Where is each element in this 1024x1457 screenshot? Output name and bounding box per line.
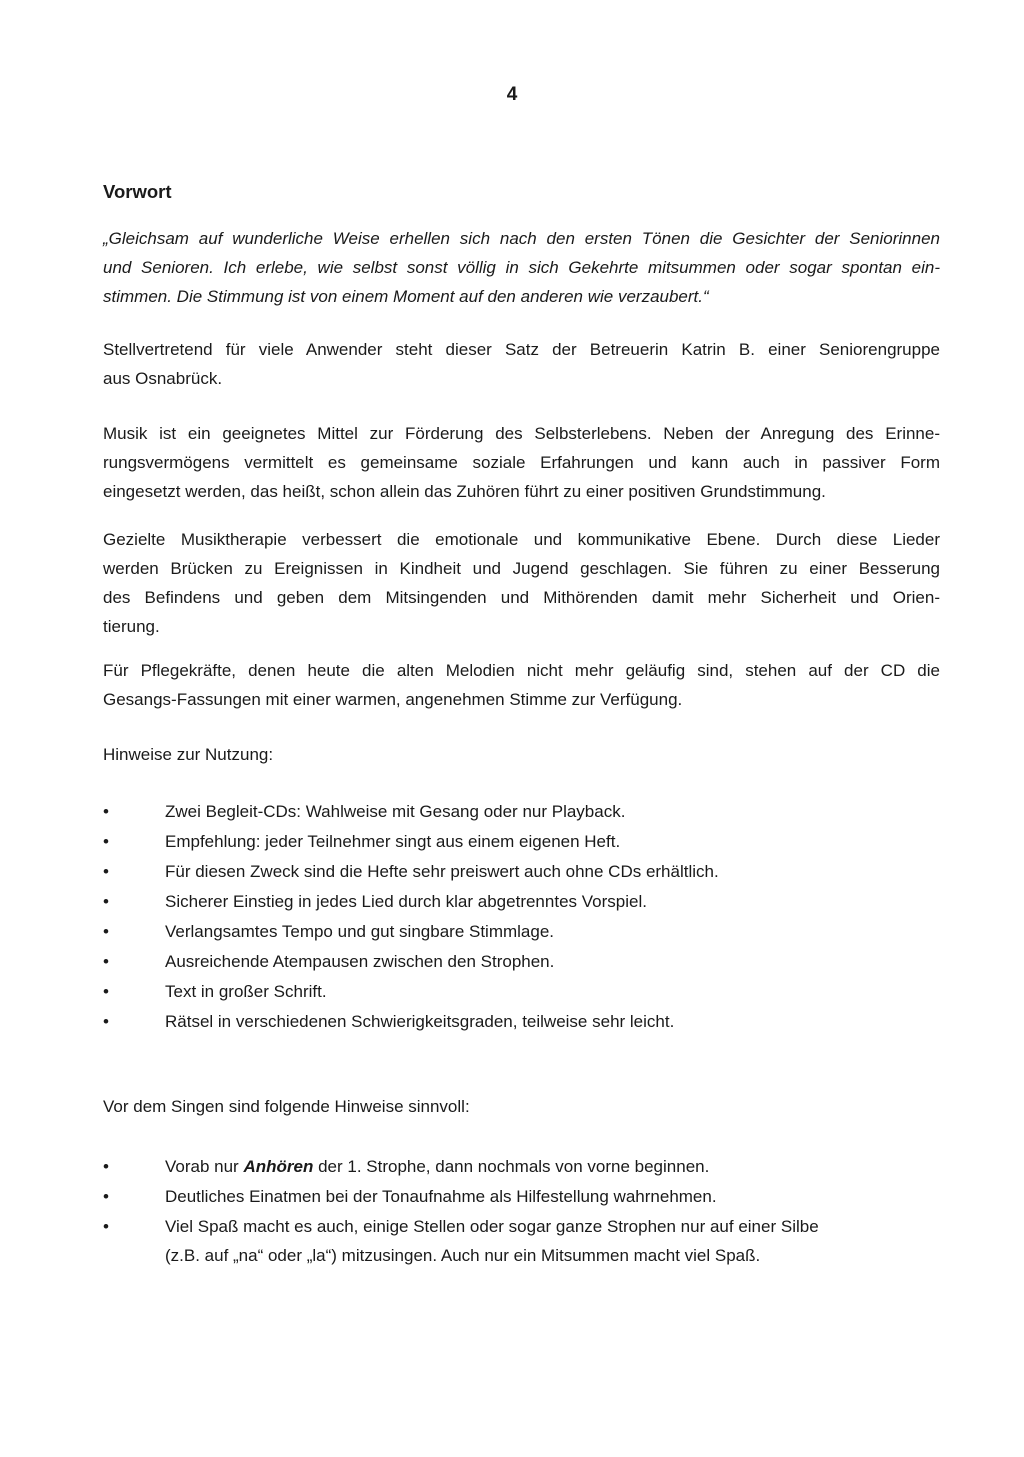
list-item	[103, 977, 940, 1006]
list-item-text-prefix: Vorab nur	[165, 1157, 244, 1176]
list-item	[103, 797, 940, 826]
list-item-text: Text in großer Schrift.	[165, 982, 327, 1001]
list-item-text: Empfehlung: jeder Teilnehmer singt aus einem eigenen Heft.	[165, 832, 621, 851]
quote-line: und Senioren. Ich erlebe, wie selbst sonst völlig in sich Gekehrte mitsummen oder sogar spontan ein-	[103, 258, 940, 277]
usage-bullet-list	[103, 797, 940, 1036]
list-item	[103, 1152, 940, 1181]
bullet-icon: •	[103, 952, 109, 971]
page-content	[0, 177, 1024, 1270]
list-item-text-suffix: der 1. Strophe, dann nochmals von vorne beginnen.	[313, 1157, 710, 1176]
paragraph-therapy	[103, 525, 940, 641]
list-item-text: Ausreichende Atempausen zwischen den Strophen.	[165, 952, 555, 971]
list-item-text: Sicherer Einstieg in jedes Lied durch klar abgetrenntes Vorspiel.	[165, 892, 647, 911]
paragraph-attribution	[103, 335, 940, 393]
quote-paragraph	[103, 224, 940, 311]
paragraph-caregivers	[103, 656, 940, 714]
usage-section-heading: Hinweise zur Nutzung:	[103, 745, 274, 764]
list-item-text	[165, 1212, 940, 1270]
list-item	[103, 1212, 940, 1270]
list-item-text: Verlangsamtes Tempo und gut singbare Stimmlage.	[165, 922, 555, 941]
paragraph-line: Gezielte Musiktherapie verbessert die emotionale und kommunikative Ebene. Durch diese Lieder	[103, 530, 940, 549]
paragraph-line: werden Brücken zu Ereignissen in Kindheit und Jugend geschlagen. Sie führen zu einer Besserung	[103, 559, 940, 578]
bullet-icon: •	[103, 832, 109, 851]
list-item	[103, 1007, 940, 1036]
bullet-icon: •	[103, 1187, 109, 1206]
bullet-icon: •	[103, 1012, 109, 1031]
paragraph-line: Musik ist ein geeignetes Mittel zur Förderung des Selbsterlebens. Neben der Anregung des Erinne-	[103, 424, 940, 443]
paragraph-line: eingesetzt werden, das heißt, schon allein das Zuhören führt zu einer positiven Grundstimmung.	[103, 482, 826, 501]
paragraph-line: aus Osnabrück.	[103, 369, 223, 388]
list-item-line: (z.B. auf „na“ oder „la“) mitzusingen. Auch nur ein Mitsummen macht viel Spaß.	[165, 1246, 761, 1265]
paragraph-line: des Befindens und geben dem Mitsingenden und Mithörenden damit mehr Sicherheit und Orien-	[103, 588, 940, 607]
list-item-line: Viel Spaß macht es auch, einige Stellen oder sogar ganze Strophen nur auf einer Silbe	[165, 1217, 819, 1236]
paragraph-line: Stellvertretend für viele Anwender steht dieser Satz der Betreuerin Katrin B. einer Seniorengruppe	[103, 340, 940, 359]
list-item	[103, 917, 940, 946]
quote-line: stimmen. Die Stimmung ist von einem Moment auf den anderen wie verzaubert.“	[103, 287, 709, 306]
page-number: 4	[506, 84, 518, 105]
list-item	[103, 947, 940, 976]
bullet-icon: •	[103, 1157, 109, 1176]
quote-line: „Gleichsam auf wunderliche Weise erhellen sich nach den ersten Tönen die Gesichter der Seniorinnen	[103, 229, 940, 248]
bullet-icon: •	[103, 1217, 109, 1236]
list-item	[103, 857, 940, 886]
list-item	[103, 1182, 940, 1211]
list-item-text: Rätsel in verschiedenen Schwierigkeitsgraden, teilweise sehr leicht.	[165, 1012, 675, 1031]
paragraph-music	[103, 419, 940, 506]
bullet-icon: •	[103, 862, 109, 881]
paragraph-line: Gesangs-Fassungen mit einer warmen, angenehmen Stimme zur Verfügung.	[103, 690, 683, 709]
list-item	[103, 887, 940, 916]
paragraph-line: tierung.	[103, 617, 160, 636]
bullet-icon: •	[103, 982, 109, 1001]
singing-section-heading: Vor dem Singen sind folgende Hinweise sinnvoll:	[103, 1097, 470, 1116]
section-heading-vorwort: Vorwort	[103, 181, 172, 202]
paragraph-line: rungsvermögens vermittelt es gemeinsame soziale Erfahrungen und kann auch in passiver Form	[103, 453, 940, 472]
list-item-text-emphasis: Anhören	[243, 1157, 314, 1176]
bullet-icon: •	[103, 802, 109, 821]
list-item-text: Für diesen Zweck sind die Hefte sehr preiswert auch ohne CDs erhältlich.	[165, 862, 719, 881]
singing-bullet-list	[103, 1152, 940, 1270]
bullet-icon: •	[103, 922, 109, 941]
list-item	[103, 827, 940, 856]
list-item-text: Zwei Begleit-CDs: Wahlweise mit Gesang oder nur Playback.	[165, 802, 626, 821]
list-item-text: Deutliches Einatmen bei der Tonaufnahme als Hilfestellung wahrnehmen.	[165, 1187, 717, 1206]
list-item-text	[165, 1152, 940, 1181]
paragraph-line: Für Pflegekräfte, denen heute die alten Melodien nicht mehr geläufig sind, stehen auf der CD die	[103, 661, 940, 680]
bullet-icon: •	[103, 892, 109, 911]
